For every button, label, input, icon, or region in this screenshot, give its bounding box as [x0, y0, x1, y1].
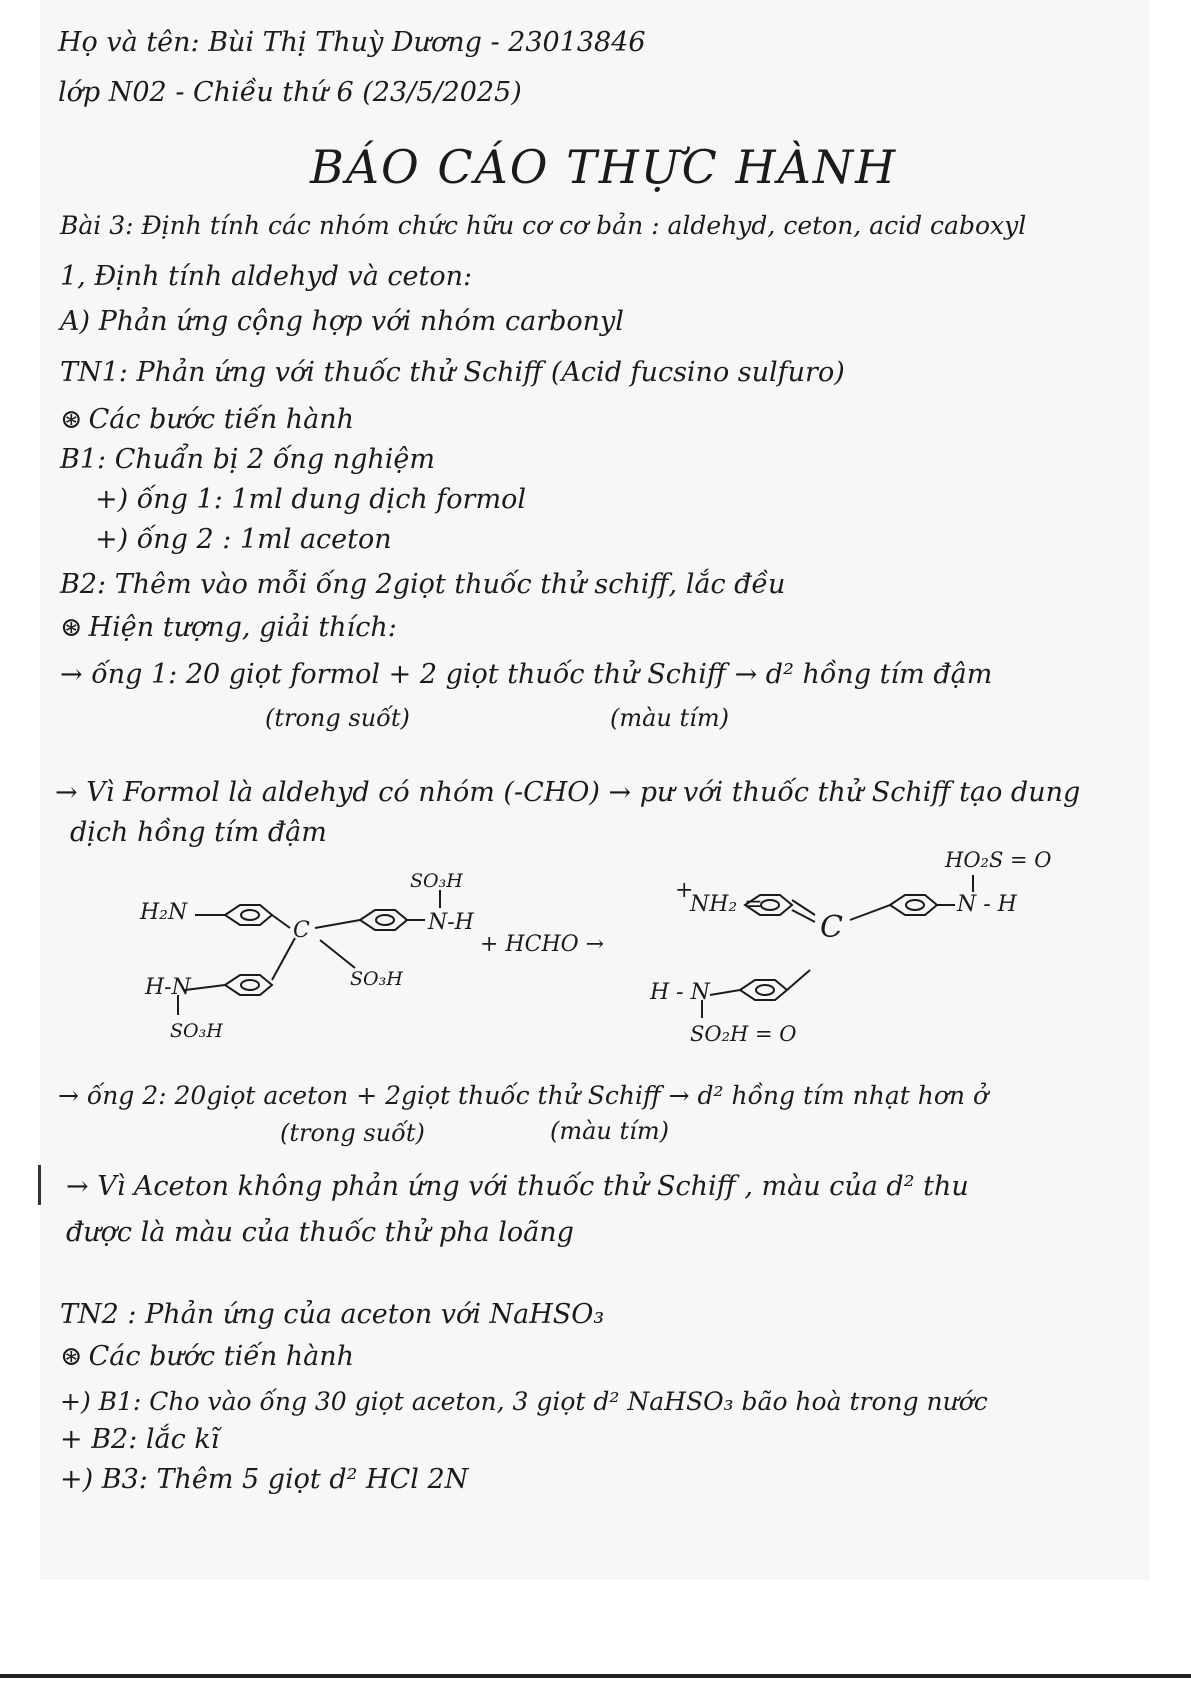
ring-inner-6	[756, 985, 774, 995]
explanation-2-a: → Vì Aceton không phản ứng với thuốc thử Schiff , màu của d² thu	[66, 1171, 969, 1202]
observation-2-note-a: (trong suốt)	[280, 1119, 425, 1147]
observation-1: → ống 1: 20 giọt formol + 2 giọt thuốc thử Schiff → d² hồng tím đậm	[60, 659, 993, 690]
star-bullet-icon: ⊛	[60, 612, 83, 643]
ring-inner-2	[376, 915, 394, 925]
bond	[185, 985, 225, 990]
page-title: BÁO CÁO THỰC HÀNH	[310, 140, 898, 194]
tn2-step-1: +) B1: Cho vào ống 30 giọt aceton, 3 giọt d² NaHSO₃ bão hoà trong nước	[60, 1387, 988, 1416]
bottom-edge-bar	[0, 1674, 1191, 1678]
explanation-1-a: → Vì Formol là aldehyd có nhóm (-CHO) → pư với thuốc thử Schiff tạo dung	[55, 777, 1081, 808]
benzene-ring-3	[225, 975, 272, 995]
ring-inner-1	[241, 910, 259, 920]
bond	[320, 940, 355, 968]
class-line: lớp N02 - Chiều thứ 6 (23/5/2025)	[58, 77, 522, 108]
observation-1-note-a: (trong suốt)	[265, 704, 410, 732]
ring-inner-4	[761, 900, 779, 910]
bond	[272, 915, 290, 928]
left-so3h-low: SO₃H	[170, 1020, 223, 1042]
margin-mark	[38, 1165, 41, 1205]
tube-2: +) ống 2 : 1ml aceton	[95, 524, 392, 555]
tube-1: +) ống 1: 1ml dung dịch formol	[95, 484, 526, 515]
tn2-step-2: + B2: lắc kĩ	[60, 1424, 220, 1455]
right-ho2s: HO₂S = O	[945, 848, 1052, 872]
steps-heading-text: Các bước tiến hành	[88, 404, 355, 435]
benzene-ring-5	[890, 895, 937, 915]
bond	[850, 905, 890, 920]
steps-2-heading	[60, 1342, 354, 1372]
lesson-heading: Bài 3: Định tính các nhóm chức hữu cơ cơ bản : aldehyd, ceton, acid caboxyl	[60, 211, 1027, 240]
left-so3h-top: SO₃H	[410, 870, 463, 892]
right-plus: +	[675, 878, 694, 903]
bond	[710, 990, 740, 995]
right-central-carbon: C	[820, 910, 843, 945]
explanation-2-b: được là màu của thuốc thử pha loãng	[66, 1217, 574, 1248]
left-so3h-bottom: SO₃H	[350, 968, 403, 990]
right-nh2: NH₂ =	[690, 892, 763, 917]
benzene-ring-1	[225, 905, 272, 925]
experiment-1-heading: TN1: Phản ứng với thuốc thử Schiff (Acid fucsino sulfuro)	[60, 357, 845, 388]
phenomenon-heading	[60, 613, 397, 643]
benzene-ring-6	[740, 980, 787, 1000]
right-h-n: H - N	[650, 980, 710, 1005]
ring-inner-3	[241, 980, 259, 990]
steps-2-heading-text: Các bước tiến hành	[88, 1341, 355, 1372]
bond	[787, 970, 810, 990]
reagent-hcho: + HCHO →	[480, 932, 605, 957]
left-central-carbon: C	[293, 918, 310, 943]
right-n-h: N - H	[957, 892, 1017, 917]
steps-heading	[60, 405, 354, 435]
section-1-heading: 1, Định tính aldehyd và ceton:	[60, 261, 473, 292]
student-name-line: Họ và tên: Bùi Thị Thuỳ Dương - 23013846	[58, 27, 646, 58]
observation-1-note-b: (màu tím)	[610, 704, 729, 732]
left-h-n: H-N	[145, 975, 191, 1000]
bond	[315, 920, 360, 928]
left-n-h: N-H	[428, 910, 474, 935]
observation-2-note-b: (màu tím)	[550, 1117, 669, 1145]
step-b2: B2: Thêm vào mỗi ống 2giọt thuốc thử schiff, lắc đều	[60, 569, 786, 600]
reaction-drawing	[130, 840, 1130, 1070]
phenomenon-heading-text: Hiện tượng, giải thích:	[88, 612, 397, 643]
experiment-2-heading: TN2 : Phản ứng của aceton với NaHSO₃	[60, 1299, 605, 1330]
star-bullet-icon: ⊛	[60, 404, 83, 435]
bond	[272, 938, 295, 980]
section-a-heading: A) Phản ứng cộng hợp với nhóm carbonyl	[60, 306, 624, 337]
ring-inner-5	[906, 900, 924, 910]
benzene-ring-2	[360, 910, 407, 930]
observation-2: → ống 2: 20giọt aceton + 2giọt thuốc thử Schiff → d² hồng tím nhạt hơn ở	[58, 1081, 988, 1110]
right-so2h: SO₂H = O	[690, 1022, 797, 1046]
left-h2n: H₂N	[140, 900, 188, 925]
star-bullet-icon: ⊛	[60, 1341, 83, 1372]
tn2-step-3: +) B3: Thêm 5 giọt d² HCl 2N	[60, 1464, 469, 1495]
step-b1: B1: Chuẩn bị 2 ống nghiệm	[60, 444, 435, 475]
explanation-1-b: dịch hồng tím đậm	[70, 817, 327, 848]
schiff-reaction-equation	[130, 840, 1130, 1070]
